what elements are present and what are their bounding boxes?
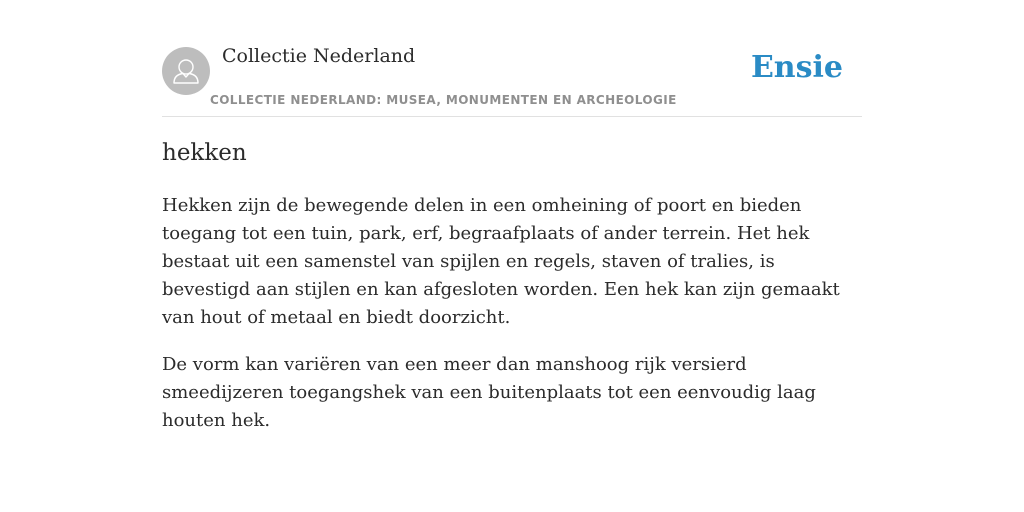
article-paragraph: Hekken zijn de bewegende delen in een omheining of poort en bieden toegang tot een tuin, park, erf, begraafplaats of ander terrein. Het hek bestaat uit een samenstel van spijlen en regels, staven of tralies, is bevestigd aan stijlen en kan afgesloten worden. Een hek kan zijn gemaakt van hout of metaal en biedt doorzicht. [162,195,840,328]
page [162,0,862,512]
site-logo[interactable]: Ensie [750,50,843,85]
avatar[interactable] [162,47,210,95]
article-term: hekken [162,140,247,166]
article-body [162,192,862,454]
article-header [162,0,862,117]
user-icon [162,47,210,95]
author-name[interactable]: Collectie Nederland [222,45,416,67]
article-paragraph: De vorm kan variëren van een meer dan manshoog rijk versierd smeedijzeren toegangshek van een buitenplaats tot een eenvoudig laag houten hek. [162,354,816,431]
source-link[interactable]: COLLECTIE NEDERLAND: MUSEA, MONUMENTEN EN ARCHEOLOGIE [210,93,677,107]
